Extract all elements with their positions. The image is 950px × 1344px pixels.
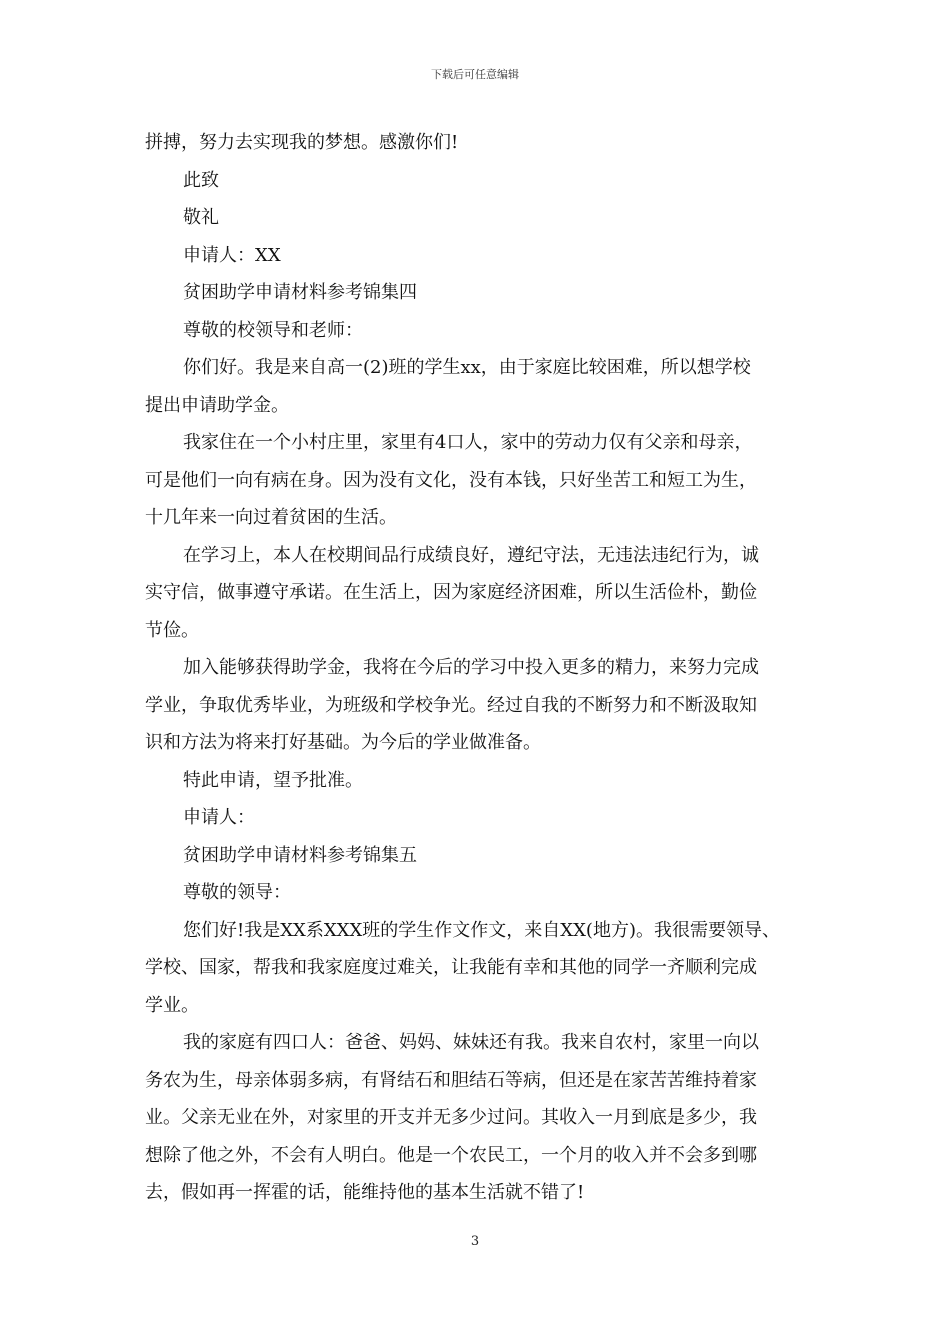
text-line: 申请人： xyxy=(183,807,255,828)
text-line: 尊敬的领导： xyxy=(183,882,291,903)
header-note: 下载后可任意编辑 xyxy=(431,68,519,81)
document-body xyxy=(145,124,815,1212)
text-line: 特此申请，望予批准。 xyxy=(183,769,363,791)
text-line: 尊敬的校领导和老师： xyxy=(183,319,363,341)
text-line: 务农为生，母亲体弱多病，有肾结石和胆结石等病，但还是在家苦苦维持着家 xyxy=(145,1069,757,1091)
text-line: 你们好。我是来自高一(2)班的学生xx，由于家庭比较困难，所以想学校 xyxy=(183,357,751,378)
text-line: 我的家庭有四口人：爸爸、妈妈、妹妹还有我。我来自农村，家里一向以 xyxy=(183,1032,759,1053)
text-line: 学业。 xyxy=(145,994,199,1016)
text-line: 想除了他之外，不会有人明白。他是一个农民工，一个月的收入并不会多到哪 xyxy=(145,1144,757,1166)
text-line: 学业，争取优秀毕业，为班级和学校争光。经过自我的不断努力和不断汲取知 xyxy=(145,694,757,716)
text-line: 拼搏，努力去实现我的梦想。感激你们! xyxy=(145,132,459,153)
text-line: 敬礼 xyxy=(183,207,219,228)
text-line: 识和方法为将来打好基础。为今后的学业做准备。 xyxy=(145,732,541,753)
text-line: 业。父亲无业在外，对家里的开支并无多少过问。其收入一月到底是多少，我 xyxy=(145,1107,757,1128)
text-line: 可是他们一向有病在身。因为没有文化，没有本钱，只好坐苦工和短工为生， xyxy=(145,469,757,491)
text-line: 此致 xyxy=(183,169,219,191)
text-line: 在学习上，本人在校期间品行成绩良好，遵纪守法，无违法违纪行为，诚 xyxy=(183,544,759,566)
text-line: 申请人：XX xyxy=(183,244,281,266)
page-number: 3 xyxy=(470,1234,480,1249)
text-line: 学校、国家，帮我和我家庭度过难关，让我能有幸和其他的同学一齐顺利完成 xyxy=(145,957,757,978)
text-line: 贫困助学申请材料参考锦集五 xyxy=(183,844,417,866)
text-line: 十几年来一向过着贫困的生活。 xyxy=(145,507,397,528)
text-line: 加入能够获得助学金，我将在今后的学习中投入更多的精力，来努力完成 xyxy=(183,657,759,678)
text-line: 您们好!我是XX系XXX班的学生作文作文，来自XX(地方)。我很需要领导、 xyxy=(183,919,780,941)
text-line: 我家住在一个小村庄里，家里有4口人，家中的劳动力仅有父亲和母亲， xyxy=(183,432,753,453)
text-line: 去，假如再一挥霍的话，能维持他的基本生活就不错了! xyxy=(145,1182,585,1203)
text-line: 提出申请助学金。 xyxy=(145,394,289,416)
text-line: 贫困助学申请材料参考锦集四 xyxy=(183,282,417,303)
text-line: 实守信，做事遵守承诺。在生活上，因为家庭经济困难，所以生活俭朴，勤俭 xyxy=(145,582,757,603)
text-line: 节俭。 xyxy=(145,619,199,641)
